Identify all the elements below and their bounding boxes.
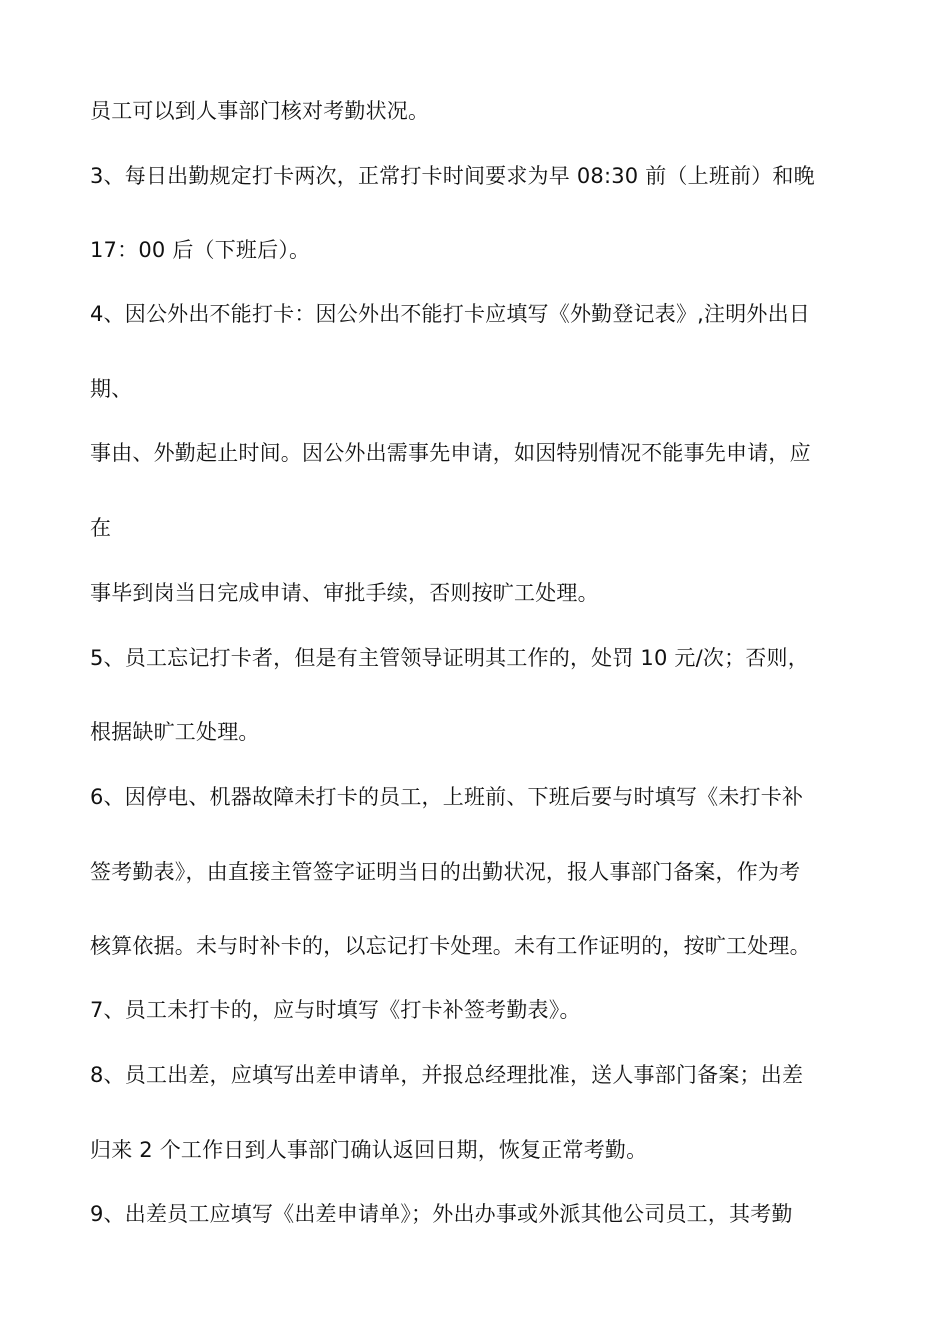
text-line: 9、出差员工应填写《出差申请单》；外出办事或外派其他公司员工，其考勤 <box>90 1202 793 1226</box>
text-line: 签考勤表》，由直接主管签字证明当日的出勤状况，报人事部门备案，作为考 <box>90 860 801 884</box>
text-line: 3、每日出勤规定打卡两次，正常打卡时间要求为早 08:30 前（上班前）和晚 <box>90 164 815 188</box>
text-line: 4、因公外出不能打卡：因公外出不能打卡应填写《外勤登记表》,注明外出日 <box>90 302 811 326</box>
text-line: 事毕到岗当日完成申请、审批手续，否则按旷工处理。 <box>90 581 599 605</box>
text-line: 5、员工忘记打卡者，但是有主管领导证明其工作的，处罚 10 元/次；否则， <box>90 646 809 670</box>
text-line: 归来 2 个工作日到人事部门确认返回日期，恢复正常考勤。 <box>90 1138 648 1162</box>
text-line: 员工可以到人事部门核对考勤状况。 <box>90 99 430 123</box>
text-line: 核算依据。未与时补卡的，以忘记打卡处理。未有工作证明的，按旷工处理。 <box>90 934 811 958</box>
text-line: 6、因停电、机器故障未打卡的员工，上班前、下班后要与时填写《未打卡补 <box>90 785 804 809</box>
text-line: 根据缺旷工处理。 <box>90 720 260 744</box>
text-line: 期、 <box>90 377 133 401</box>
text-line: 7、员工未打卡的，应与时填写《打卡补签考勤表》。 <box>90 998 581 1022</box>
text-line: 事由、外勤起止时间。因公外出需事先申请，如因特别情况不能事先申请，应 <box>90 441 811 465</box>
text-line: 在 <box>90 516 112 540</box>
text-line: 17：00 后（下班后）。 <box>90 238 311 262</box>
text-line: 8、员工出差，应填写出差申请单，并报总经理批准，送人事部门备案；出差 <box>90 1063 804 1087</box>
